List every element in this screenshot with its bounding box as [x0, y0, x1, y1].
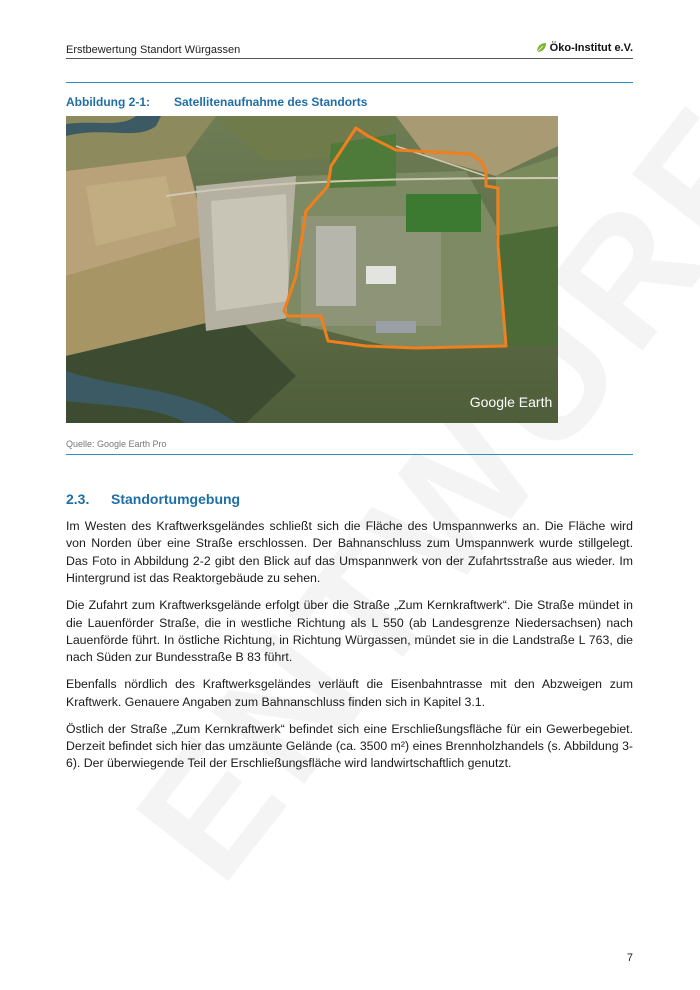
section-number: 2.3. [66, 491, 90, 507]
satellite-image [66, 116, 558, 423]
figure-top-rule [66, 82, 633, 83]
paragraph: Im Westen des Kraftwerksgeländes schließt sich die Fläche des Umspannwerks an. Die Fläche wird von Norden über eine Straße erschlossen. Der Bahnanschluss zum Umspannwerk wurde stillgelegt. Das Foto in Abbildung 2-2 gibt den Blick auf das Umspannwerk von der Zufahrtsstraße aus wieder. Im Hintergrund ist das Reaktorgebäude zu sehen. [66, 519, 633, 586]
header-rule [66, 58, 633, 59]
body-text [66, 518, 633, 782]
paragraph: Ebenfalls nördlich des Kraftwerksgeländes verläuft die Eisenbahntrasse mit den Abzweigen zum Kraftwerk. Genauere Angaben zum Bahnanschluss finden sich in Kapitel 3.1. [66, 677, 633, 709]
publisher-logo [535, 42, 633, 54]
leaf-icon [535, 42, 547, 54]
page-number: 7 [626, 952, 633, 964]
page-header [66, 42, 633, 58]
figure-bottom-rule [66, 454, 633, 455]
paragraph: Östlich der Straße „Zum Kernkraftwerk“ befindet sich eine Erschließungsfläche für ein Gewerbegebiet. Derzeit befindet sich hier das umzäunte Gelände (ca. 3500 m²) eines Brennholzhandels (s. Abbildung 3-6). Der überwiegende Teil der Erschließungsfläche wird landwirtschaftlich genutzt. [66, 721, 633, 771]
header-title: Erstbewertung Standort Würgassen [66, 44, 241, 56]
section-title: Standortumgebung [111, 491, 241, 507]
figure-title: Satellitenaufnahme des Standorts [174, 95, 368, 109]
image-watermark: Google Earth [469, 394, 553, 410]
figure-source: Quelle: Google Earth Pro [66, 439, 167, 449]
paragraph: Die Zufahrt zum Kraftwerksgelände erfolgt über die Straße „Zum Kernkraftwerk“. Die Straße mündet in die Lauenförder Straße, die in westliche Richtung als L 550 (ab Landesgrenze Niedersachsen) nach Lauenförde führt. In östliche Richtung, in Richtung Würgassen, mündet sie in die Landstraße L 763, die nach Süden zur Bundesstraße B 83 führt. [66, 598, 633, 665]
section-heading [66, 491, 240, 507]
figure-caption [66, 95, 367, 109]
figure-number: Abbildung 2-1: [66, 95, 150, 109]
logo-text: Öko-Institut e.V. [549, 42, 633, 54]
